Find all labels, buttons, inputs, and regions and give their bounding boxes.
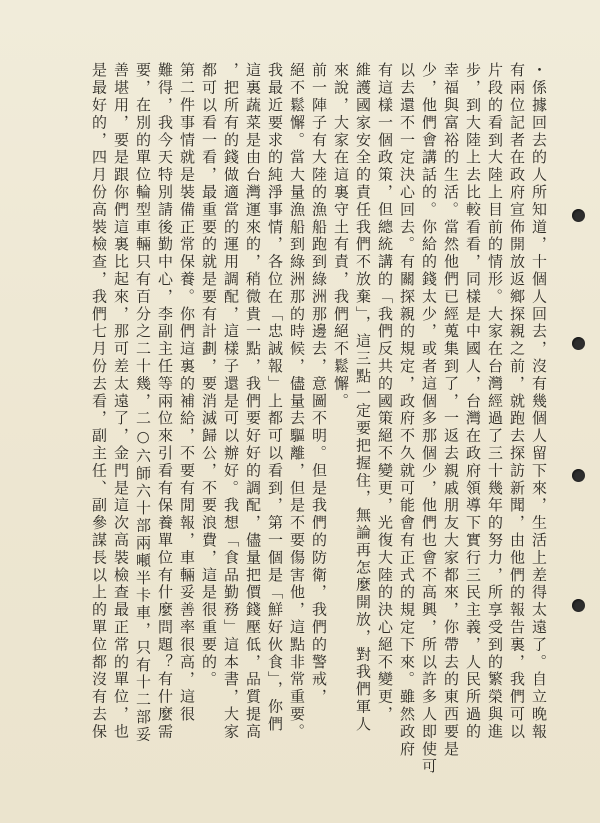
binder-hole — [572, 469, 585, 482]
text-column: 第二件事情就是裝備正常保養。你們這裏的補給，不要有閒報，車輛妥善率很高，這很 — [178, 62, 196, 724]
text-column: 以去還不一定決心回去。有關探親的規定，政府不久就可能會有正式的規定下來。雖然政府 — [398, 62, 416, 758]
vertical-text-body — [18, 62, 548, 790]
text-column: 步，到大陸上去比較看看，同樣是中國人，台灣在政府領導下實行三民主義，人民所過的 — [464, 62, 482, 741]
text-column: 來說，大家在這裏守土有責，我們絕不鬆懈。 — [332, 62, 350, 410]
text-column: 都可以看一看，最重要的就是要有計劃，要消滅歸公，不要浪費，這是很重要的。 — [200, 62, 218, 689]
text-column: 有兩位記者在政府宣佈開放返鄉探親之前，就跑去探訪新聞，由他們的報告裏，我們可以 — [508, 62, 526, 741]
text-column: 是最好的，四月份高裝檢查，我們七月份去看，副主任、副參謀長以上的單位都沒有去保 — [90, 62, 108, 741]
binder-hole — [572, 209, 585, 222]
text-column: 少，他們會講話的。你給的錢太少，或者這個多那個少，他們也會不高興，所以許多人即使可 — [420, 62, 438, 776]
text-column: 善堪用，要是跟你們這裏比起來，那可差太遠了，金門是這次高裝檢查最正常的單位，也 — [112, 62, 130, 741]
text-column: 絕不鬆懈。當大量漁船到綠洲那的時候，儘量去驅離，但是不要傷害他，這點非常重要。 — [288, 62, 306, 741]
text-column: 有這樣一個政策，但總統講的「我們反共的國策絕不變更，光復大陸的決心絕不變更， — [376, 62, 394, 724]
binder-hole — [572, 337, 585, 350]
text-column: 維護國家安全的責任我們不放棄」，這三點一定要把握住，無論再怎麼開放，對我們軍人 — [354, 62, 372, 734]
text-column: 我最近要求的純淨事情，各位在「忠誠報」上都可以看到，第一個是「鮮好伙食」，你們 — [266, 62, 284, 734]
text-column: ，把所有的錢做適當的運用調配，這樣子還是可以辦好。我想「食品勤務」這本書，大家 — [222, 62, 240, 741]
text-column: 片段的看到大陸上目前的情形。大家在台灣經過了三十幾年的努力，所享受到的繁榮與進 — [486, 62, 504, 741]
text-column: 幸福與富裕的生活。當然他們已經蒐集到了，一返去親戚朋友大家都來，你帶去的東西要是 — [442, 62, 460, 758]
binder-hole — [572, 599, 585, 612]
text-column: 這裏蔬菜是由台灣運來的，稍微貴一點，我們要好好的調配，儘量把價錢壓低，品質提高 — [244, 62, 262, 741]
text-column: ・係據回去的人所知道，十個人回去，沒有幾個人留下來，生活上差得太遠了。自立晚報 — [530, 62, 548, 741]
text-column: 難得，我今天特別請後勤中心，李副主任等兩位來引看有保養單位有什麼問題？有什麼需 — [156, 62, 174, 741]
text-column: 要，在別的單位輪型車輛只有百分之二十幾，二○六師六十部兩噸半卡車，只有十二部妥 — [134, 62, 152, 744]
text-column: 前一陣子有大陸的漁船跑到綠洲那邊去，意圖不明。但是我們的防衛，我們的警戒， — [310, 62, 328, 706]
